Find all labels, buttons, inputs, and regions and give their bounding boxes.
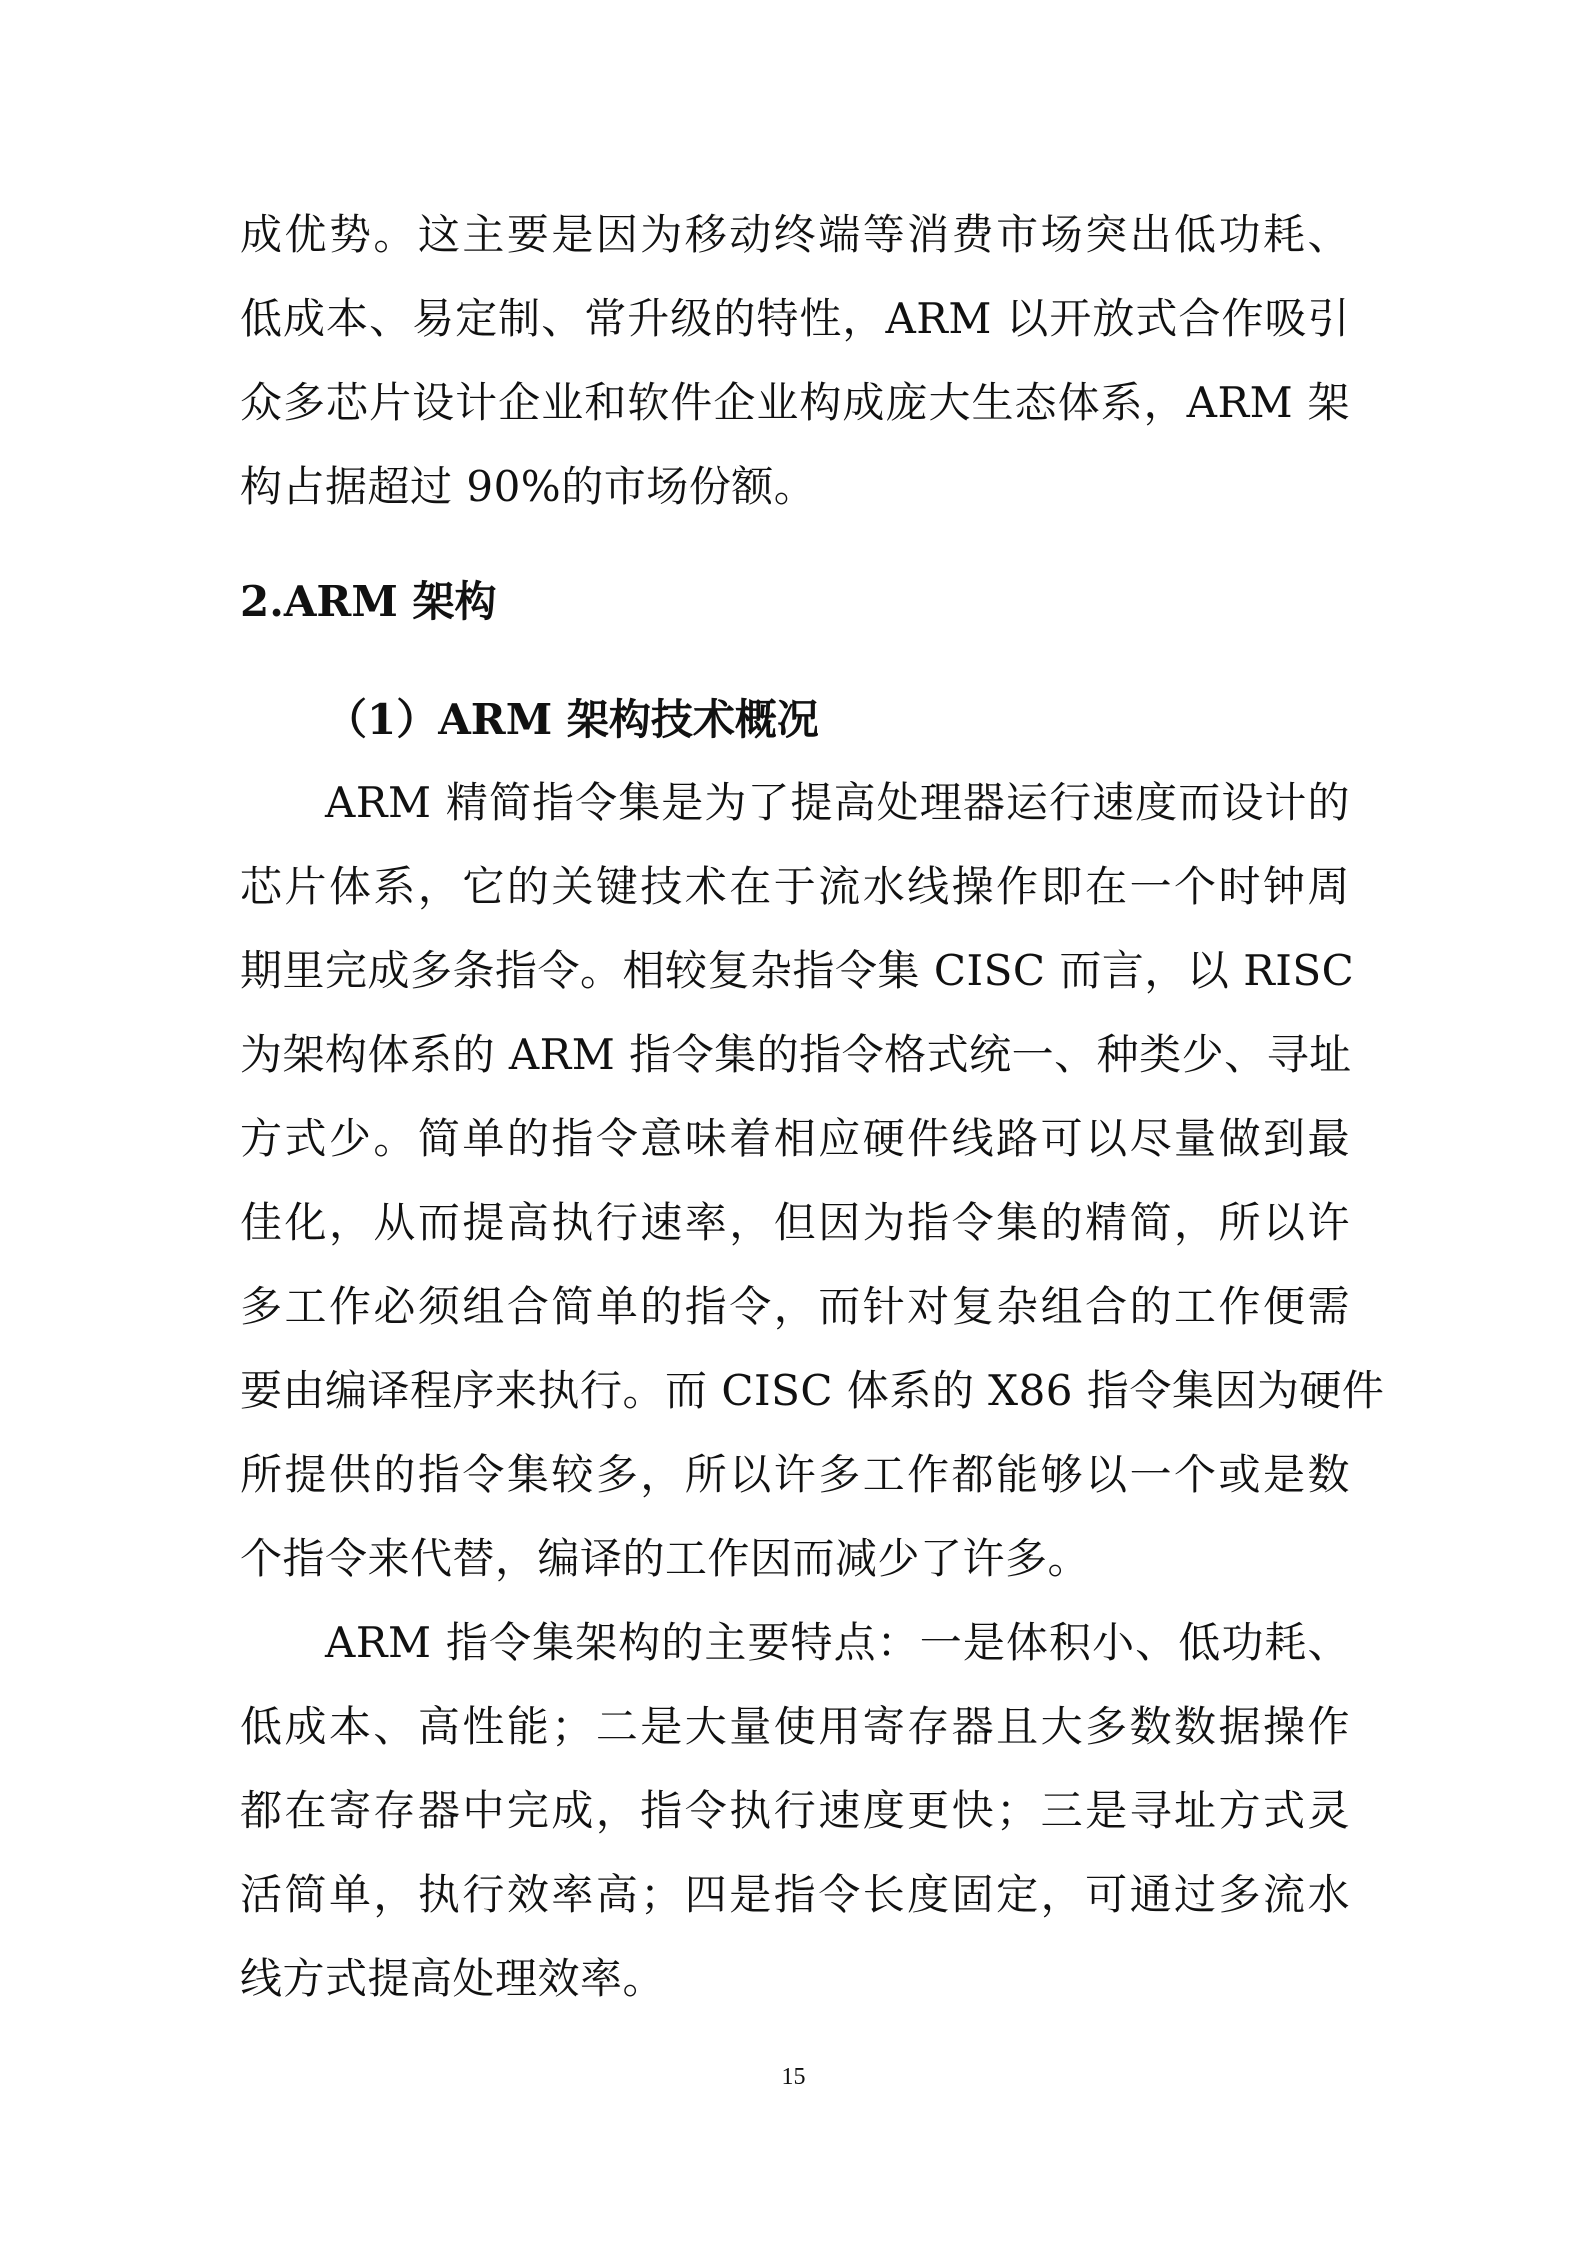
paragraph-overview-line: 个指令来代替，编译的工作因而减少了许多。 [240,1534,1091,1583]
paragraph-features-line: 都在寄存器中完成，指令执行速度更快；三是寻址方式灵 [240,1786,1350,1835]
paragraph-overview-line: ARM 精简指令集是为了提高处理器运行速度而设计的 [325,778,1350,827]
subsection-heading: （1）ARM 架构技术概况 [325,695,819,744]
paragraph-features-line: ARM 指令集架构的主要特点：一是体积小、低功耗、 [325,1618,1350,1667]
paragraph-intro-line: 众多芯片设计企业和软件企业构成庞大生态体系，ARM 架 [240,378,1350,427]
paragraph-features-line: 线方式提高处理效率。 [240,1954,666,2003]
paragraph-intro-line: 构占据超过 90%的市场份额。 [240,462,817,511]
page-number: 15 [781,2064,806,2090]
paragraph-intro-line: 低成本、易定制、常升级的特性，ARM 以开放式合作吸引 [240,294,1350,343]
section-heading: 2.ARM 架构 [240,577,497,626]
paragraph-overview-line: 要由编译程序来执行。而 CISC 体系的 X86 指令集因为硬件 [240,1366,1385,1415]
paragraph-overview-line: 芯片体系，它的关键技术在于流水线操作即在一个时钟周 [240,862,1350,911]
paragraph-overview-line: 佳化，从而提高执行速率，但因为指令集的精简，所以许 [240,1198,1350,1247]
paragraph-overview-line: 期里完成多条指令。相较复杂指令集 CISC 而言，以 RISC [240,946,1355,995]
paragraph-features-line: 活简单，执行效率高；四是指令长度固定，可通过多流水 [240,1870,1350,1919]
paragraph-overview-line: 所提供的指令集较多，所以许多工作都能够以一个或是数 [240,1450,1350,1499]
paragraph-overview-line: 多工作必须组合简单的指令，而针对复杂组合的工作便需 [240,1282,1350,1331]
paragraph-features-line: 低成本、高性能；二是大量使用寄存器且大多数数据操作 [240,1702,1350,1751]
paragraph-overview-line: 为架构体系的 ARM 指令集的指令格式统一、种类少、寻址 [240,1030,1352,1079]
paragraph-intro-line: 成优势。这主要是因为移动终端等消费市场突出低功耗、 [240,210,1350,259]
paragraph-overview-line: 方式少。简单的指令意味着相应硬件线路可以尽量做到最 [240,1114,1350,1163]
